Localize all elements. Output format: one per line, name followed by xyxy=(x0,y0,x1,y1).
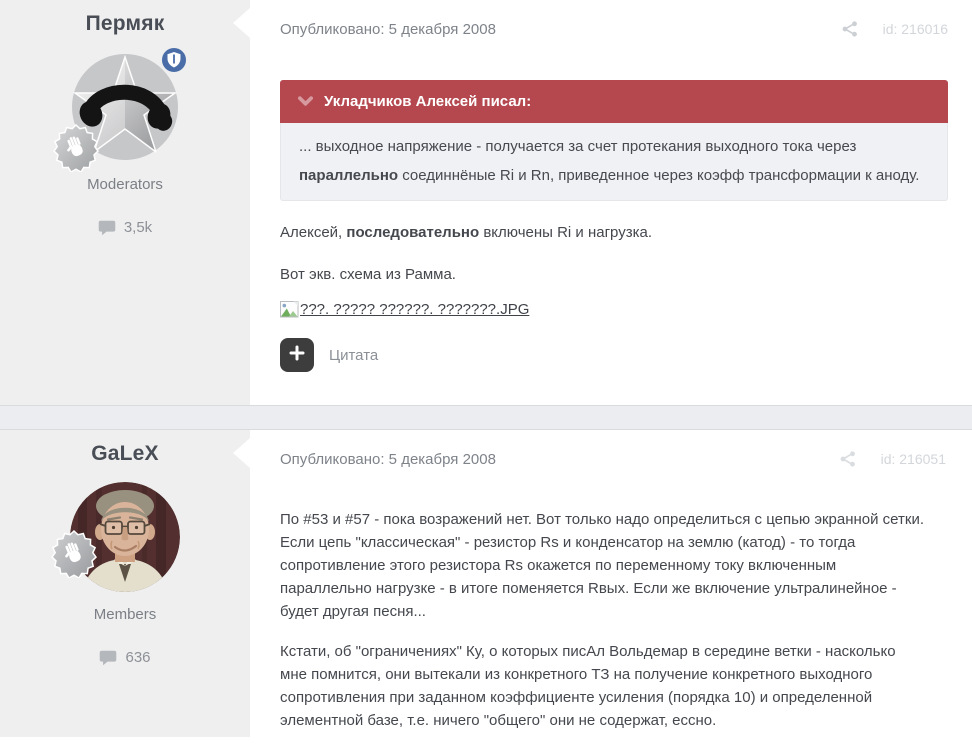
post-content xyxy=(250,0,972,405)
post-meta xyxy=(280,450,946,468)
published-date: Опубликовано: 5 декабря 2008 xyxy=(280,20,496,38)
content-notch xyxy=(233,8,250,38)
author-username[interactable]: GaLeX xyxy=(91,442,159,465)
avatar[interactable] xyxy=(70,482,180,592)
speech-bubble-icon xyxy=(99,650,117,666)
quote-text: ... выходное напряжение - получается за счет протекания выходного тока через xyxy=(299,138,857,155)
broken-image-icon xyxy=(280,301,299,318)
chevron-down-icon xyxy=(298,96,313,107)
post-paragraph: Вот экв. схема из Рамма. xyxy=(280,266,456,283)
post-paragraph: По #53 и #57 - пока возражений нет. Вот только надо определиться с цепью экранной сетки. Если цепь "классическая" - резистор Rs и конденсатор на землю (катод) - то тогда сопротивление этого резистора Rs окажется по переменному току включенным параллельно нагрузке - в итоге поменяется Rвых. Если же включение ультралинейное - будет другая песня... xyxy=(280,511,925,620)
post-paragraph: Кстати, об "ограничениях" Ку, о которых писАл Вольдемар в середине ветки - насколько мне помнится, они вытекали из конкретного ТЗ на получение конкретного выходного сопротивления при заданном коэффициенте усиления (порядка 10) и определенной элементной базе, т.е. ничего "общего" они не содержат, ессно. xyxy=(280,643,896,729)
quote-text-tail: соединнёные Ri и Rn, приведенное через коэфф трансформации к аноду. xyxy=(398,167,920,184)
reply-text-bold: последовательно xyxy=(346,224,480,241)
post-count xyxy=(98,219,152,236)
quote-header[interactable] xyxy=(280,80,948,123)
post-content xyxy=(250,430,972,750)
post-id[interactable]: id: 216051 xyxy=(880,451,946,467)
post-count-value: 3,5k xyxy=(123,219,153,236)
hand-seal-icon xyxy=(50,530,98,578)
author-panel xyxy=(0,0,250,405)
share-icon[interactable] xyxy=(841,20,859,38)
speech-bubble-icon xyxy=(98,220,116,236)
quote-button[interactable]: Цитата xyxy=(329,346,379,364)
author-group: Moderators xyxy=(87,176,163,193)
content-notch xyxy=(233,438,250,468)
published-date: Опубликовано: 5 декабря 2008 xyxy=(280,450,496,468)
quote-action-row xyxy=(280,338,948,372)
author-group: Members xyxy=(93,606,157,623)
author-username[interactable]: Пермяк xyxy=(85,12,165,35)
reply-text: Алексей, xyxy=(280,224,347,241)
author-panel xyxy=(0,430,250,737)
shield-icon xyxy=(160,46,188,74)
post-divider xyxy=(0,405,972,430)
post-count-value: 636 xyxy=(125,649,151,666)
forum-post xyxy=(0,430,972,750)
quote-author-title: Укладчиков Алексей писал: xyxy=(324,93,532,110)
avatar[interactable] xyxy=(70,52,180,162)
quote-body xyxy=(280,123,948,201)
plus-icon xyxy=(289,345,305,361)
share-icon[interactable] xyxy=(839,450,857,468)
reply-text-tail: включены Ri и нагрузка. xyxy=(479,224,653,241)
hand-seal-icon xyxy=(52,124,100,172)
post-count xyxy=(99,649,150,666)
post-id[interactable]: id: 216016 xyxy=(882,21,948,37)
attachment-link[interactable]: ???. ????? ??????. ???????.JPG xyxy=(300,301,530,318)
multiquote-button[interactable] xyxy=(280,338,314,372)
quote-block xyxy=(280,80,948,201)
post-paragraph xyxy=(280,221,935,245)
post-meta xyxy=(280,20,948,38)
quote-text-bold: параллельно xyxy=(299,167,399,184)
attachment-row xyxy=(280,301,948,318)
